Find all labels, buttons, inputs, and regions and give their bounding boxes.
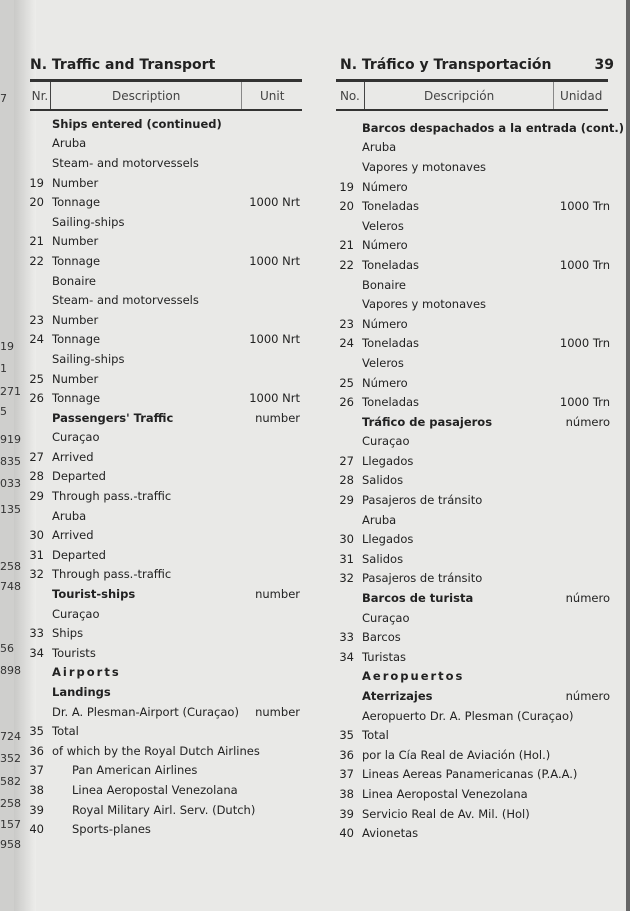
table-row xyxy=(334,784,610,804)
row-description: Lineas Aereas Panamericanas (P.A.A.) xyxy=(362,767,578,782)
table-row xyxy=(24,525,300,545)
row-number: 38 xyxy=(339,786,354,801)
row-description: Número xyxy=(362,316,408,331)
table-row xyxy=(334,569,610,589)
row-description: Pan American Airlines xyxy=(72,763,198,778)
row-number: 37 xyxy=(29,763,44,778)
row-number: 20 xyxy=(29,195,44,210)
table-row xyxy=(24,584,300,604)
row-description: por la Cía Real de Aviación (Hol.) xyxy=(362,747,551,762)
table-row xyxy=(334,510,610,530)
margin-fragment: 19 xyxy=(0,340,14,353)
row-number: 30 xyxy=(29,528,44,543)
table-row xyxy=(334,451,610,471)
row-unit: número xyxy=(565,591,610,606)
row-number: 20 xyxy=(339,199,354,214)
table-row xyxy=(334,647,610,667)
row-description: Turistas xyxy=(362,649,407,664)
table-row xyxy=(24,251,300,271)
table-row xyxy=(334,334,610,354)
table-row xyxy=(334,236,610,256)
row-number: 35 xyxy=(29,724,44,739)
table-row xyxy=(24,643,300,663)
row-description: Pasajeros de tránsito xyxy=(362,571,483,586)
row-number: 34 xyxy=(29,645,44,660)
row-description: Salidos xyxy=(362,551,404,566)
row-description: Tonnage xyxy=(52,332,101,347)
row-description: Número xyxy=(362,238,408,253)
row-description: Toneladas xyxy=(362,336,420,351)
table-row xyxy=(334,804,610,824)
row-description: Aterrizajes xyxy=(362,689,433,704)
table-row xyxy=(334,314,610,334)
table-row xyxy=(24,819,300,839)
row-number: 23 xyxy=(339,316,354,331)
row-description: Linea Aeropostal Venezolana xyxy=(362,786,528,801)
margin-fragment: 5 xyxy=(0,405,7,418)
table-row xyxy=(334,686,610,706)
table-row xyxy=(24,330,300,350)
margin-fragment: 258 xyxy=(0,797,21,810)
table-row xyxy=(334,177,610,197)
table-row xyxy=(24,545,300,565)
row-description: Llegados xyxy=(362,532,414,547)
margin-fragment: 898 xyxy=(0,664,21,677)
row-description: Curaçao xyxy=(52,606,100,621)
table-row xyxy=(24,232,300,252)
row-description: Toneladas xyxy=(362,395,420,410)
row-description: Barcos de turista xyxy=(362,591,474,606)
row-description: Passengers' Traffic xyxy=(52,410,174,425)
row-description: Salidos xyxy=(362,473,404,488)
row-description: Tourist-ships xyxy=(52,587,136,602)
header-description: Description xyxy=(111,88,181,103)
left-title: N. Traffic and Transport xyxy=(30,57,216,73)
row-number: 29 xyxy=(339,493,354,508)
table-row xyxy=(24,761,300,781)
row-description: Avionetas xyxy=(362,826,419,841)
table-row xyxy=(334,706,610,726)
table-row xyxy=(334,392,610,412)
row-unit: número xyxy=(565,414,610,429)
table-row xyxy=(24,565,300,585)
row-description: Through pass.-traffic xyxy=(52,567,172,582)
table-row xyxy=(334,216,610,236)
table-row xyxy=(334,765,610,785)
row-number: 27 xyxy=(339,453,354,468)
table-row xyxy=(24,682,300,702)
row-description: Bonaire xyxy=(362,277,407,292)
margin-fragment: 157 xyxy=(0,818,21,831)
table-row xyxy=(24,192,300,212)
table-row xyxy=(334,373,610,393)
page-number: 39 xyxy=(594,57,614,73)
row-description: Sailing-ships xyxy=(52,214,125,229)
table-row xyxy=(24,604,300,624)
row-number: 30 xyxy=(339,532,354,547)
row-description: Linea Aeropostal Venezolana xyxy=(72,782,238,797)
row-number: 31 xyxy=(339,551,354,566)
row-description: Curaçao xyxy=(362,434,410,449)
table-row xyxy=(24,721,300,741)
table-row xyxy=(24,800,300,820)
table-row xyxy=(334,412,610,432)
table-row xyxy=(24,153,300,173)
header-nr: Nr. xyxy=(30,82,51,109)
row-number: 22 xyxy=(29,253,44,268)
margin-fragment: 1 xyxy=(0,362,7,375)
margin-fragment: 958 xyxy=(0,838,21,851)
table-row xyxy=(24,467,300,487)
row-number: 32 xyxy=(29,567,44,582)
table-row xyxy=(334,549,610,569)
row-unit: 1000 Nrt xyxy=(249,332,300,347)
table-row xyxy=(24,702,300,722)
header-unit: Unit xyxy=(241,82,302,109)
row-description: Aruba xyxy=(362,512,397,527)
row-number: 40 xyxy=(339,826,354,841)
margin-fragment: 919 xyxy=(0,433,21,446)
row-unit: 1000 Nrt xyxy=(249,253,300,268)
table-row xyxy=(24,290,300,310)
margin-fragment: 56 xyxy=(0,642,14,655)
table-row xyxy=(24,486,300,506)
row-description: Ships entered (continued) xyxy=(52,116,222,131)
table-row xyxy=(24,212,300,232)
row-description: Tonnage xyxy=(52,391,101,406)
row-unit: 1000 Nrt xyxy=(249,195,300,210)
row-number: 25 xyxy=(339,375,354,390)
table-row xyxy=(24,271,300,291)
row-number: 24 xyxy=(29,332,44,347)
row-number: 29 xyxy=(29,489,44,504)
table-row xyxy=(24,173,300,193)
row-description: Curaçao xyxy=(362,610,410,625)
row-description: Barcos despachados a la entrada (cont.) xyxy=(362,120,625,135)
row-description: Through pass.-traffic xyxy=(52,489,172,504)
row-description: Tonnage xyxy=(52,253,101,268)
row-description: Number xyxy=(52,371,99,386)
row-description: Sailing-ships xyxy=(52,351,125,366)
row-number: 35 xyxy=(339,728,354,743)
margin-fragment: 135 xyxy=(0,503,21,516)
row-number: 40 xyxy=(29,822,44,837)
table-row xyxy=(24,349,300,369)
table-row xyxy=(334,725,610,745)
row-unit: 1000 Trn xyxy=(559,199,610,214)
row-description: Tráfico de pasajeros xyxy=(362,414,493,429)
row-description: Number xyxy=(52,312,99,327)
margin-fragment: 835 xyxy=(0,455,21,468)
row-description: Aruba xyxy=(52,136,87,151)
row-description: Curaçao xyxy=(52,430,100,445)
row-description: Aeropuerto Dr. A. Plesman (Curaçao) xyxy=(362,708,574,723)
table-row xyxy=(334,196,610,216)
row-number: 37 xyxy=(339,767,354,782)
table-row xyxy=(334,138,610,158)
row-description: Pasajeros de tránsito xyxy=(362,493,483,508)
margin-fragment: 7 xyxy=(0,92,7,105)
row-description: Vapores y motonaves xyxy=(362,297,487,312)
row-description: Steam- and motorvessels xyxy=(52,293,199,308)
row-description: Total xyxy=(362,728,389,743)
row-description: Aruba xyxy=(362,140,397,155)
row-description: Llegados xyxy=(362,453,414,468)
table-row xyxy=(334,588,610,608)
row-number: 24 xyxy=(339,336,354,351)
row-number: 33 xyxy=(29,626,44,641)
row-description: Barcos xyxy=(362,630,401,645)
row-number: 28 xyxy=(29,469,44,484)
table-row xyxy=(24,447,300,467)
row-description: Veleros xyxy=(362,218,404,233)
table-row xyxy=(24,369,300,389)
row-number: 32 xyxy=(339,571,354,586)
row-number: 36 xyxy=(29,743,44,758)
table-row xyxy=(334,490,610,510)
row-description: Number xyxy=(52,234,99,249)
row-description: Bonaire xyxy=(52,273,97,288)
table-row xyxy=(24,506,300,526)
row-unit: 1000 Trn xyxy=(559,257,610,272)
page-edge xyxy=(626,0,630,911)
row-description: Sports-planes xyxy=(72,822,151,837)
right-table-header xyxy=(336,79,608,111)
row-description: Servicio Real de Av. Mil. (Hol) xyxy=(362,806,530,821)
row-description: Número xyxy=(362,375,408,390)
table-row xyxy=(334,255,610,275)
row-number: 38 xyxy=(29,782,44,797)
margin-fragment: 724 xyxy=(0,730,21,743)
left-table-header xyxy=(30,79,302,111)
row-description: Airports xyxy=(52,665,121,680)
row-description: Ships xyxy=(52,626,84,641)
table-row xyxy=(24,408,300,428)
row-unit: number xyxy=(255,704,300,719)
row-description: Número xyxy=(362,179,408,194)
table-row xyxy=(24,741,300,761)
row-description: Veleros xyxy=(362,355,404,370)
table-row xyxy=(24,388,300,408)
row-unit: 1000 Trn xyxy=(559,395,610,410)
right-column xyxy=(334,118,625,843)
table-row xyxy=(334,432,610,452)
table-row xyxy=(334,745,610,765)
row-number: 34 xyxy=(339,649,354,664)
table-row xyxy=(24,134,300,154)
row-description: Aruba xyxy=(52,508,87,523)
header-descripcion: Descripción xyxy=(423,88,495,103)
row-unit: 1000 Trn xyxy=(559,336,610,351)
margin-fragment: 748 xyxy=(0,580,21,593)
row-number: 19 xyxy=(339,179,354,194)
row-number: 27 xyxy=(29,449,44,464)
right-title: N. Tráfico y Transportación xyxy=(340,57,552,73)
table-row xyxy=(334,627,610,647)
table-row xyxy=(334,157,610,177)
row-number: 23 xyxy=(29,312,44,327)
table-row xyxy=(24,623,300,643)
header-unidad: Unidad xyxy=(553,82,608,109)
row-unit: number xyxy=(255,410,300,425)
row-number: 21 xyxy=(29,234,44,249)
margin-fragment: 352 xyxy=(0,752,21,765)
table-row xyxy=(334,608,610,628)
margin-fragment: 033 xyxy=(0,477,21,490)
row-description: Aeropuertos xyxy=(362,669,465,684)
margin-fragment: 258 xyxy=(0,560,21,573)
row-number: 22 xyxy=(339,257,354,272)
row-description: Arrived xyxy=(52,528,94,543)
row-description: Tonnage xyxy=(52,195,101,210)
row-description: Steam- and motorvessels xyxy=(52,155,199,170)
margin-fragment: 271 xyxy=(0,385,21,398)
table-row xyxy=(334,529,610,549)
margin-fragment: 582 xyxy=(0,775,21,788)
table-row xyxy=(334,275,610,295)
table-row xyxy=(334,294,610,314)
table-row xyxy=(24,780,300,800)
row-description: Departed xyxy=(52,469,106,484)
row-number: 25 xyxy=(29,371,44,386)
table-row xyxy=(334,471,610,491)
table-row xyxy=(334,118,625,138)
table-row xyxy=(24,114,300,134)
row-number: 26 xyxy=(339,395,354,410)
left-column xyxy=(24,114,300,839)
row-description: Toneladas xyxy=(362,257,420,272)
row-number: 39 xyxy=(29,802,44,817)
row-number: 33 xyxy=(339,630,354,645)
row-description: Dr. A. Plesman-Airport (Curaçao) xyxy=(52,704,239,719)
row-number: 31 xyxy=(29,547,44,562)
table-row xyxy=(24,310,300,330)
row-description: Toneladas xyxy=(362,199,420,214)
row-description: Arrived xyxy=(52,449,94,464)
row-number: 19 xyxy=(29,175,44,190)
row-number: 21 xyxy=(339,238,354,253)
row-unit: 1000 Nrt xyxy=(249,391,300,406)
row-description: Tourists xyxy=(52,645,96,660)
table-row xyxy=(334,667,610,687)
row-description: Vapores y motonaves xyxy=(362,159,487,174)
header-no: No. xyxy=(336,82,365,109)
row-number: 36 xyxy=(339,747,354,762)
row-description: Total xyxy=(52,724,79,739)
row-unit: number xyxy=(255,587,300,602)
row-number: 39 xyxy=(339,806,354,821)
row-number: 28 xyxy=(339,473,354,488)
row-unit: número xyxy=(565,689,610,704)
table-row xyxy=(24,663,300,683)
row-description: Royal Military Airl. Serv. (Dutch) xyxy=(72,802,256,817)
table-row xyxy=(334,353,610,373)
row-description: Landings xyxy=(52,685,111,700)
table-row xyxy=(334,823,610,843)
row-description: of which by the Royal Dutch Airlines xyxy=(52,743,260,758)
row-description: Departed xyxy=(52,547,106,562)
table-row xyxy=(24,428,300,448)
row-number: 26 xyxy=(29,391,44,406)
row-description: Number xyxy=(52,175,99,190)
